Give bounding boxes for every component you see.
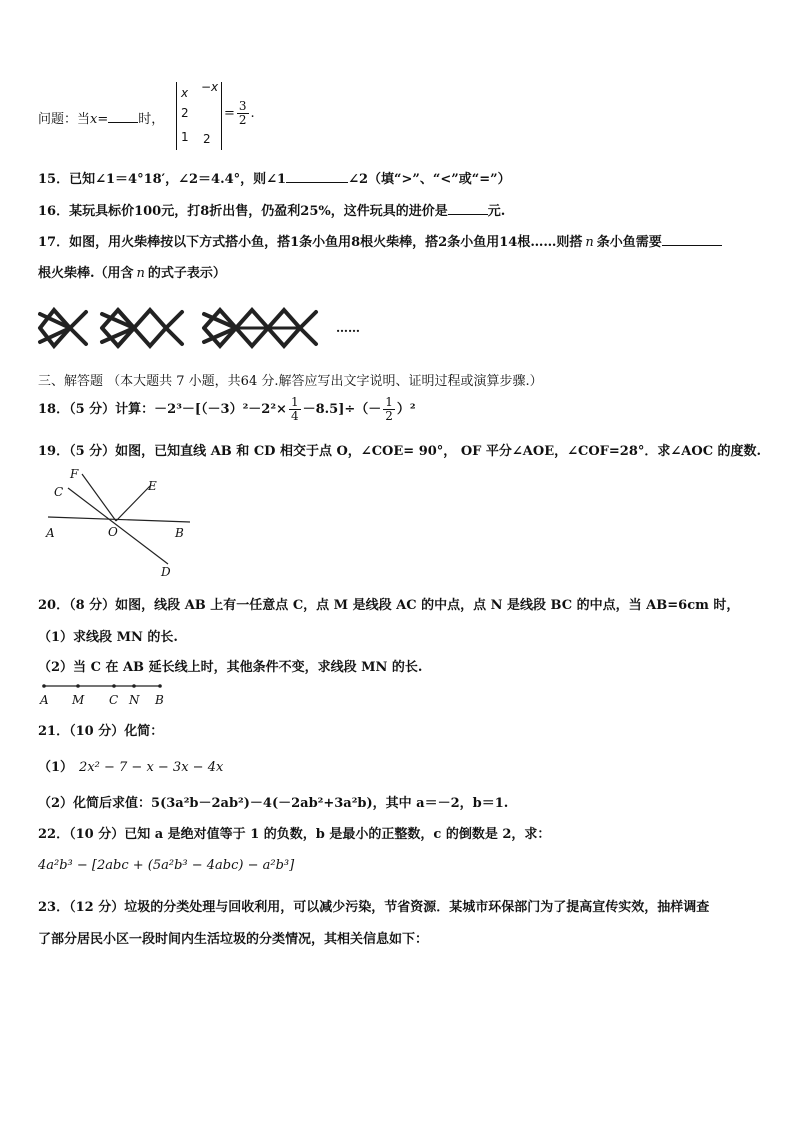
q14-determinant <box>176 82 222 150</box>
q18-frac1-num: 1 <box>290 395 299 409</box>
q18-expr2: －8.5]÷（－ <box>302 402 382 417</box>
q15-text2: ∠2（填“>”、“<”或“=”） <box>348 172 511 187</box>
label-A: A <box>46 526 55 540</box>
fish-2 <box>102 310 182 346</box>
q23-line2: 了部分居民小区一段时间内生活垃圾的分类情况，其相关信息如下： <box>38 932 429 947</box>
q18-frac1 <box>289 396 301 423</box>
q23-line1: 23．（12 分）垃圾的分类处理与回收利用，可以减少污染，节省资源．某城市环保部门为了提高宣传实效，抽样调查 <box>38 900 710 915</box>
q17-line1b: 条小鱼需要 <box>596 235 662 250</box>
fish-matchstick-figure <box>36 298 376 352</box>
q22-expr: 4a²b³ − [2abc + (5a²b³ − 4abc) − a²b³] <box>38 858 295 873</box>
q16-line <box>38 200 505 219</box>
label-E: E <box>148 479 157 493</box>
label-F: F <box>70 467 79 481</box>
det-a: x <box>181 86 189 100</box>
q21-part1 <box>38 756 223 775</box>
q20-part1: （1）求线段 MN 的长. <box>38 630 178 645</box>
q19-text: 19．（5 分）如图，已知直线 AB 和 CD 相交于点 O，∠COE= 90°， OF 平分∠AOE，∠COF=28°．求∠AOC 的度数. <box>38 444 762 459</box>
q18-frac2-den: 2 <box>385 409 393 423</box>
label-D: D <box>161 565 171 578</box>
q18-frac1-den: 4 <box>290 409 299 423</box>
q21-part2: （2）化简后求值：5(3a²b－2ab²)－4(－2ab²+3a²b)，其中 a＝－2，b＝1. <box>38 796 509 811</box>
det-d: 1 <box>181 130 189 144</box>
q17-line2a: 根火柴棒.（用含 <box>38 266 134 281</box>
q18-frac2 <box>383 396 395 423</box>
q17-var-n2: n <box>136 266 145 281</box>
label-B: B <box>175 526 184 540</box>
q16-text1: 16．某玩具标价100元，打8折出售，仍盈利25%，这件玩具的进价是 <box>38 204 448 219</box>
fish-3 <box>204 310 316 346</box>
seg-label-M: M <box>72 693 85 707</box>
det-e: 2 <box>203 132 211 146</box>
q15-blank[interactable] <box>286 169 348 183</box>
q20-part2: （2）当 C 在 AB 延长线上时，其他条件不变，求线段 MN 的长. <box>38 660 423 675</box>
seg-label-A: A <box>40 693 49 707</box>
q21-p1-expr: 2x² − 7 − x − 3x − 4x <box>79 760 224 775</box>
q20-segment-figure <box>38 680 174 710</box>
q18-head: 18．（5 分）计算： <box>38 402 155 417</box>
q14-result <box>224 100 255 127</box>
q17-blank[interactable] <box>662 232 722 246</box>
label-C: C <box>54 485 64 499</box>
q19-angle-figure <box>40 466 200 578</box>
q14-suffix: 时， <box>138 112 165 127</box>
q17-var-n: n <box>585 235 594 250</box>
q22-text: 22．（10 分）已知 a 是绝对值等于 1 的负数，b 是最小的正整数，c 的倒数是 2，求： <box>38 827 551 842</box>
q20-text: 20．（8 分）如图，线段 AB 上有一任意点 C，点 M 是线段 AC 的中点，点 N 是线段 BC 的中点，当 AB=6cm 时， <box>38 598 740 613</box>
q14-result-eq: = <box>224 106 235 121</box>
q16-blank[interactable] <box>448 201 488 215</box>
seg-label-C: C <box>109 693 119 707</box>
seg-label-B: B <box>155 693 164 707</box>
q14-line <box>38 108 164 127</box>
q14-blank[interactable] <box>108 109 138 123</box>
q15-text1: 15．已知∠1＝4°18′，∠2＝4.4°，则∠1 <box>38 172 287 187</box>
q21-head: 21．（10 分）化简： <box>38 724 164 739</box>
det-b: −x <box>201 80 219 94</box>
fish-1 <box>40 310 86 346</box>
q18-expr3: ）² <box>396 402 416 417</box>
q14-frac-num: 3 <box>238 99 247 113</box>
q15-line <box>38 168 511 187</box>
q14-frac-den: 2 <box>238 113 247 127</box>
det-c: 2 <box>181 106 189 120</box>
q18-frac2-num: 1 <box>385 395 393 409</box>
q14-eq: = <box>97 112 109 127</box>
q18-line <box>38 396 416 423</box>
section3-heading: 三、解答题 （本大题共 7 小题，共64 分.解答应写出文字说明、证明过程或演算步骤.） <box>38 374 543 389</box>
q14-fraction <box>237 100 249 127</box>
seg-label-N: N <box>129 693 140 707</box>
q16-text2: 元. <box>487 204 506 219</box>
q21-p1-label: （1） <box>38 760 74 775</box>
q14-var: x <box>90 112 98 127</box>
q18-expr1: －2³－[（－3）²－2²× <box>154 402 287 417</box>
q14-prefix: 问题：当 <box>38 112 91 127</box>
q14-end: . <box>250 106 255 121</box>
q17-line2b: 的式子表示） <box>147 266 226 281</box>
q17-line2 <box>38 262 226 281</box>
q17-line1: 17．如图，用火柴棒按以下方式搭小鱼，搭1条小鱼用8根火柴棒，搭2条小鱼用14根……则搭 <box>38 235 583 250</box>
label-O: O <box>108 525 118 539</box>
fish-ellipsis: …… <box>336 321 360 335</box>
q17-line1 <box>38 231 722 250</box>
